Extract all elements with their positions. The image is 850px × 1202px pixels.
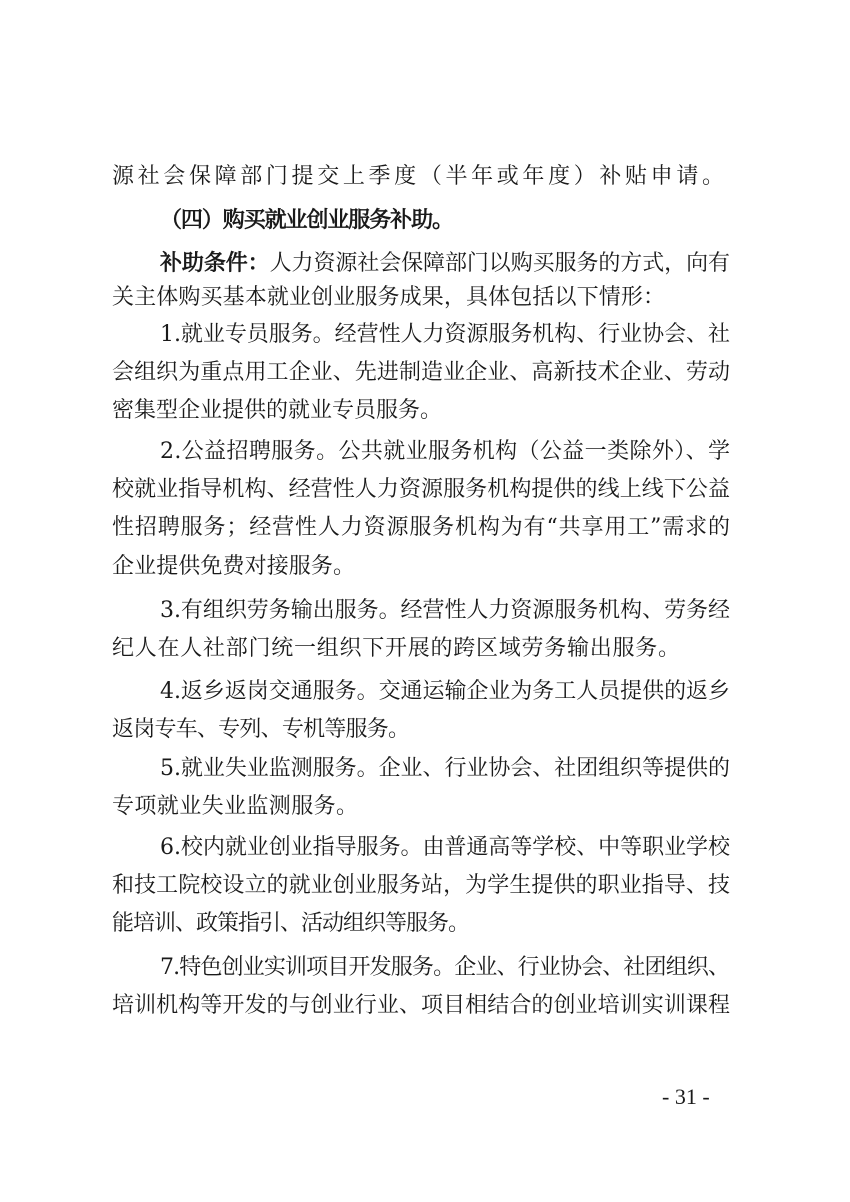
paragraph-line: 密集型企业提供的就业专员服务。 [112, 398, 442, 423]
paragraph-line: 6.校内就业创业指导服务。由普通高等学校、中等职业学校 [160, 835, 730, 860]
paragraph-line: 关主体购买基本就业创业服务成果，具体包括以下情形： [112, 285, 666, 310]
paragraph-line: 1.就业专员服务。经营性人力资源服务机构、行业协会、社 [160, 322, 730, 347]
page-number: - 31 - [662, 1084, 710, 1109]
paragraph-line: 培训机构等开发的与创业行业、项目相结合的创业培训实训课程 [112, 993, 731, 1018]
paragraph-line: 会组织为重点用工企业、先进制造业企业、高新技术企业、劳动 [112, 360, 731, 385]
paragraph-line: 3.有组织劳务输出服务。经营性人力资源服务机构、劳务经 [160, 598, 730, 623]
paragraph-line: 和技工院校设立的就业创业服务站，为学生提供的职业指导、技 [112, 873, 731, 898]
paragraph-line: 返岗专车、专列、专机等服务。 [112, 717, 410, 742]
paragraph-line: 7.特色创业实训项目开发服务。企业、行业协会、社团组织、 [160, 955, 730, 980]
paragraph-line: 能培训、政策指引、活动组织等服务。 [112, 911, 469, 936]
paragraph-line: 企业提供免费对接服务。 [112, 554, 356, 579]
paragraph-line: 4.返乡返岗交通服务。交通运输企业为务工人员提供的返乡 [160, 679, 730, 704]
paragraph-line [160, 248, 730, 279]
section-heading: （四）购买就业创业服务补助。 [160, 207, 453, 233]
paragraph-text: 人力资源社会保障部门以购买服务的方式，向有 [269, 251, 730, 276]
paragraph-line: 源社会保障部门提交上季度（半年或年度）补贴申请。 [112, 164, 728, 189]
paragraph-line: 2.公益招聘服务。公共就业服务机构（公益一类除外）、学 [160, 439, 731, 464]
paragraph-line: 5.就业失业监测服务。企业、行业协会、社团组织等提供的 [160, 756, 730, 781]
paragraph-line: 性招聘服务；经营性人力资源服务机构为有“共享用工”需求的 [112, 515, 731, 540]
condition-label: 补助条件： [160, 250, 270, 276]
paragraph-line: 校就业指导机构、经营性人力资源服务机构提供的线上线下公益 [112, 477, 731, 502]
paragraph-line: 纪人在人社部门统一组织下开展的跨区域劳务输出服务。 [112, 636, 681, 661]
paragraph-line: 专项就业失业监测服务。 [112, 794, 359, 819]
